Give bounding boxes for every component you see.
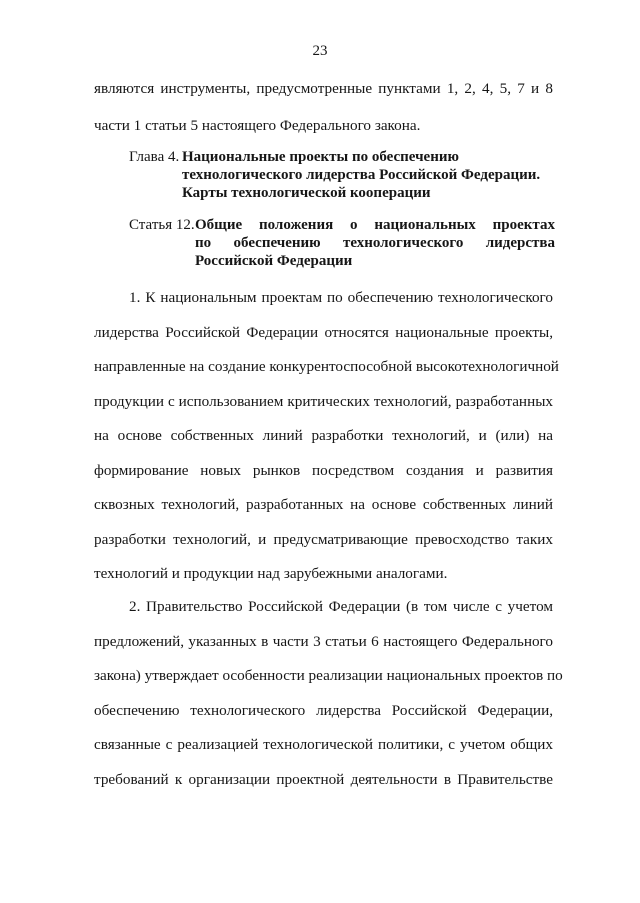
text-line: продукции с использованием критических технологий, разработанных (94, 392, 553, 410)
article-title-line: по обеспечению технологического лидерства (195, 235, 555, 251)
chapter-prefix: Глава 4. (129, 149, 180, 165)
text-line: предложений, указанных в части 3 статьи 6 настоящего Федерального (94, 632, 553, 650)
chapter-title-line: технологического лидерства Российской Федерации. (182, 167, 541, 183)
text-line: сквозных технологий, разработанных на основе собственных линий (94, 496, 553, 513)
text-line: являются инструменты, предусмотренные пунктами 1, 2, 4, 5, 7 и 8 (94, 80, 553, 97)
text-line: формирование новых рынков посредством создания и развития (94, 461, 553, 479)
text-line: 2. Правительство Российской Федерации (в том числе с учетом (129, 598, 553, 615)
text-line: на основе собственных линий разработки технологий, и (или) на (94, 427, 553, 444)
article-prefix: Статья 12. (129, 217, 195, 233)
article-title-line: Российской Федерации (195, 253, 353, 269)
text-line: закона) утверждает особенности реализации национальных проектов по (94, 667, 563, 684)
text-line: разработки технологий, и предусматривающие превосходство таких (94, 530, 553, 548)
text-line: обеспечению технологического лидерства Российской Федерации, (94, 701, 553, 719)
chapter-title-line: Карты технологической кооперации (182, 185, 431, 201)
text-line: части 1 статьи 5 настоящего Федерального закона. (94, 117, 421, 134)
chapter-title-line: Национальные проекты по обеспечению (182, 149, 459, 165)
page-number: 23 (312, 43, 328, 59)
text-line: лидерства Российской Федерации относятся национальные проекты, (94, 323, 553, 341)
article-heading (129, 217, 555, 272)
text-line: технологий и продукции над зарубежными аналогами. (94, 565, 448, 582)
text-line: связанные с реализацией технологической политики, с учетом общих (94, 736, 553, 753)
text-line: направленные на создание конкурентоспособной высокотехнологичной (94, 358, 559, 375)
text-line: 1. К национальным проектам по обеспечению технологического (129, 289, 553, 306)
chapter-heading (129, 149, 559, 204)
article-title-line: Общие положения о национальных проектах (195, 217, 555, 233)
text-line: требований к организации проектной деятельности в Правительстве (94, 770, 553, 788)
